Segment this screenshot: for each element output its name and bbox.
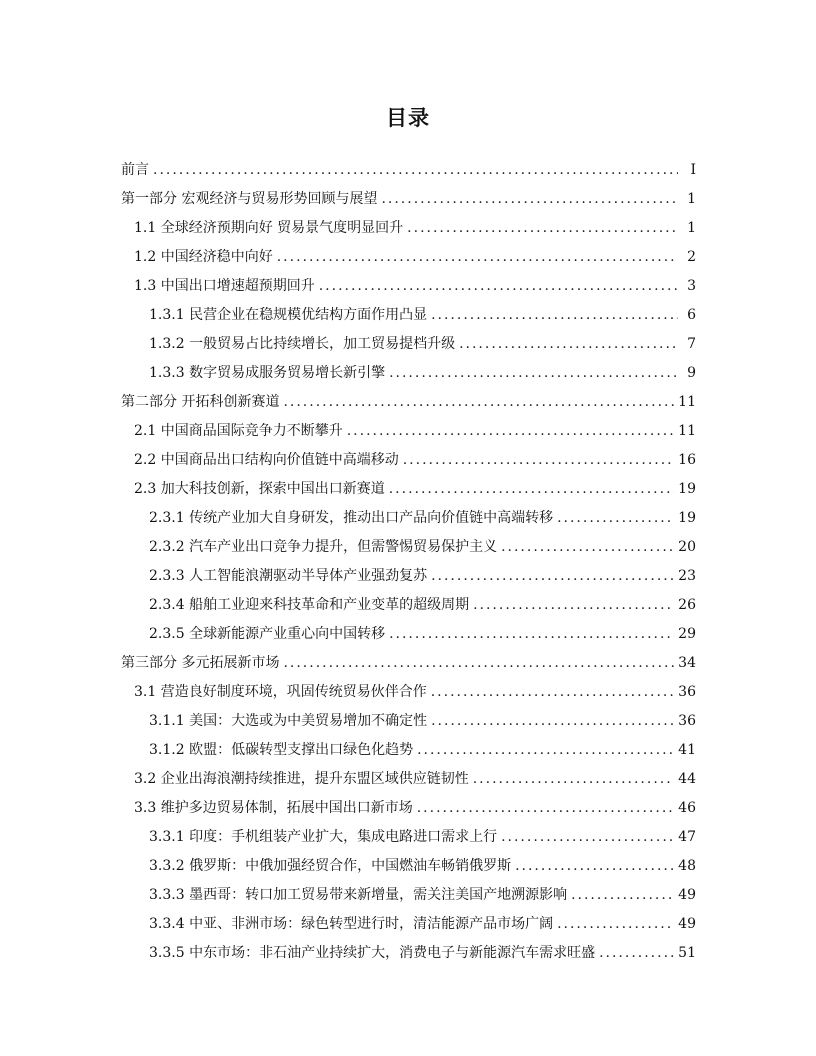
- toc-entry-label: 3.3.1 印度：手机组装产业扩大，集成电路进口需求上行: [149, 829, 498, 845]
- toc-entry-label: 2.2 中国商品出口结构向价值链中高端移动: [134, 452, 399, 468]
- toc-leader: [283, 393, 674, 411]
- toc-entry-1-3[interactable]: [118, 266, 696, 295]
- toc-leader: [431, 712, 674, 730]
- toc-leader: [599, 944, 674, 962]
- toc-entry-label: 第二部分 开拓科创新赛道: [121, 394, 280, 410]
- toc-leader: [389, 364, 678, 382]
- toc-entry-page: 46: [678, 800, 696, 816]
- toc-leader: [417, 799, 674, 817]
- toc-entry-2-3-2[interactable]: [118, 527, 696, 556]
- toc-entry-page: 2: [687, 249, 696, 265]
- toc-entry-page: 19: [678, 481, 696, 497]
- toc-entry-label: 1.3.3 数字贸易成服务贸易增长新引擎: [149, 365, 386, 381]
- toc-leader: [431, 567, 674, 585]
- toc-entry-2-2[interactable]: [118, 440, 696, 469]
- toc-entry-page: 26: [678, 597, 696, 613]
- toc-entry-2-3-1[interactable]: [118, 498, 696, 527]
- toc-entry-page: 19: [678, 510, 696, 526]
- page-title: 目录: [386, 106, 430, 130]
- toc-entry-label: 3.1.1 美国：大选或为中美贸易增加不确定性: [149, 713, 428, 729]
- toc-entry-2-1[interactable]: [118, 411, 696, 440]
- toc-entry-label: 1.3.1 民营企业在稳规模优结构方面作用凸显: [149, 307, 428, 323]
- toc-entry-label: 2.3.3 人工智能浪潮驱动半导体产业强劲复苏: [149, 568, 428, 584]
- toc-entry-label: 2.3.5 全球新能源产业重心向中国转移: [149, 626, 386, 642]
- toc-entry-2-3-3[interactable]: [118, 556, 696, 585]
- toc-leader: [557, 509, 674, 527]
- toc-leader: [389, 480, 674, 498]
- toc-entry-3-3-5[interactable]: [118, 933, 696, 962]
- toc-entry-page: 1: [687, 220, 696, 236]
- toc-leader: [459, 335, 678, 353]
- toc-entry-3-3-1[interactable]: [118, 817, 696, 846]
- toc-entry-3-3[interactable]: [118, 788, 696, 817]
- toc-leader: [501, 828, 674, 846]
- toc-entry-2-3-5[interactable]: [118, 614, 696, 643]
- toc-entry-page: 49: [678, 887, 696, 903]
- toc-entry-label: 3.1.2 欧盟：低碳转型支撑出口绿色化趋势: [149, 742, 414, 758]
- toc-entry-page: 48: [678, 858, 696, 874]
- toc-entry-part-1[interactable]: [118, 179, 696, 208]
- toc-entry-label: 2.3 加大科技创新，探索中国出口新赛道: [134, 481, 385, 497]
- toc-entry-page: 36: [678, 713, 696, 729]
- toc-entry-1-1[interactable]: [118, 208, 696, 237]
- toc-entry-preface[interactable]: [118, 150, 696, 179]
- toc-entry-2-3-4[interactable]: [118, 585, 696, 614]
- toc-entry-page: 3: [687, 278, 696, 294]
- toc-entry-label: 3.3.2 俄罗斯：中俄加强经贸合作，中国燃油车畅销俄罗斯: [149, 858, 512, 874]
- toc-entry-page: 11: [678, 423, 696, 439]
- toc-leader: [319, 277, 678, 295]
- toc-entry-label: 2.3.1 传统产业加大自身研发，推动出口产品向价值链中高端转移: [149, 510, 554, 526]
- toc-entry-label: 3.3.5 中东市场：非石油产业持续扩大，消费电子与新能源汽车需求旺盛: [149, 945, 596, 961]
- toc-entry-label: 2.3.2 汽车产业出口竞争力提升，但需警惕贸易保护主义: [149, 539, 498, 555]
- toc-entry-label: 3.3.4 中亚、非洲市场：绿色转型进行时，清洁能源产品市场广阔: [149, 916, 554, 932]
- toc-entry-label: 1.2 中国经济稳中向好: [134, 249, 273, 265]
- toc-leader: [277, 248, 678, 266]
- toc-leader: [557, 915, 674, 933]
- toc-entry-label: 第三部分 多元拓展新市场: [121, 655, 280, 671]
- toc-leader: [153, 161, 678, 179]
- toc-leader: [571, 886, 674, 904]
- toc-entry-label: 第一部分 宏观经济与贸易形势回顾与展望: [121, 191, 378, 207]
- toc-leader: [501, 538, 674, 556]
- toc-entry-1-3-2[interactable]: [118, 324, 696, 353]
- toc-entry-label: 前言: [121, 162, 149, 178]
- toc-entry-3-3-3[interactable]: [118, 875, 696, 904]
- toc-entry-page: 6: [687, 307, 696, 323]
- toc-entry-3-3-4[interactable]: [118, 904, 696, 933]
- toc-entry-page: 16: [678, 452, 696, 468]
- toc-leader: [473, 596, 674, 614]
- toc-entry-label: 1.3 中国出口增速超预期回升: [134, 278, 315, 294]
- toc-entry-label: 3.2 企业出海浪潮持续推进，提升东盟区域供应链韧性: [134, 771, 469, 787]
- toc-entry-label: 3.3.3 墨西哥：转口加工贸易带来新增量，需关注美国产地溯源影响: [149, 887, 568, 903]
- toc-entry-page: 1: [687, 191, 696, 207]
- toc-leader: [473, 770, 674, 788]
- toc-entry-page: 41: [678, 742, 696, 758]
- toc-leader: [389, 625, 674, 643]
- toc-entry-label: 1.1 全球经济预期向好 贸易景气度明显回升: [134, 220, 404, 236]
- toc-entry-label: 1.3.2 一般贸易占比持续增长，加工贸易提档升级: [149, 336, 456, 352]
- toc-entry-page: 9: [687, 365, 696, 381]
- toc-leader: [407, 219, 678, 237]
- toc-entry-page: 44: [678, 771, 696, 787]
- toc-entry-page: 49: [678, 916, 696, 932]
- toc-entry-3-3-2[interactable]: [118, 846, 696, 875]
- toc-entry-page: 7: [687, 336, 696, 352]
- toc-entry-page: 51: [678, 945, 696, 961]
- toc-entry-page: I: [690, 162, 696, 178]
- toc-entry-page: 11: [678, 394, 696, 410]
- toc-entry-page: 29: [678, 626, 696, 642]
- toc-leader: [403, 451, 674, 469]
- toc-entry-label: 2.3.4 船舶工业迎来科技革命和产业变革的超级周期: [149, 597, 470, 613]
- toc-leader: [417, 741, 674, 759]
- toc-leader: [515, 857, 674, 875]
- toc-entry-label: 3.1 营造良好制度环境，巩固传统贸易伙伴合作: [134, 684, 427, 700]
- toc-entry-1-3-1[interactable]: [118, 295, 696, 324]
- toc-leader: [347, 422, 674, 440]
- toc-leader: [283, 654, 674, 672]
- toc-entry-page: 20: [678, 539, 696, 555]
- toc-entry-label: 3.3 维护多边贸易体制，拓展中国出口新市场: [134, 800, 413, 816]
- toc-entry-page: 34: [678, 655, 696, 671]
- toc-entry-1-2[interactable]: [118, 237, 696, 266]
- toc-entry-page: 36: [678, 684, 696, 700]
- toc-entry-page: 23: [678, 568, 696, 584]
- toc-entry-part-3[interactable]: [118, 643, 696, 672]
- toc-entry-3-1[interactable]: [118, 672, 696, 701]
- toc-entry-3-1-2[interactable]: [118, 730, 696, 759]
- toc-entry-3-1-1[interactable]: [118, 701, 696, 730]
- toc-leader: [431, 683, 674, 701]
- toc-entry-1-3-3[interactable]: [118, 353, 696, 382]
- toc-entry-2-3[interactable]: [118, 469, 696, 498]
- toc-entry-part-2[interactable]: [118, 382, 696, 411]
- toc-entry-3-2[interactable]: [118, 759, 696, 788]
- toc-entry-page: 47: [678, 829, 696, 845]
- toc-entry-label: 2.1 中国商品国际竞争力不断攀升: [134, 423, 343, 439]
- toc-leader: [431, 306, 678, 324]
- toc-leader: [381, 190, 678, 208]
- table-of-contents: [118, 150, 696, 962]
